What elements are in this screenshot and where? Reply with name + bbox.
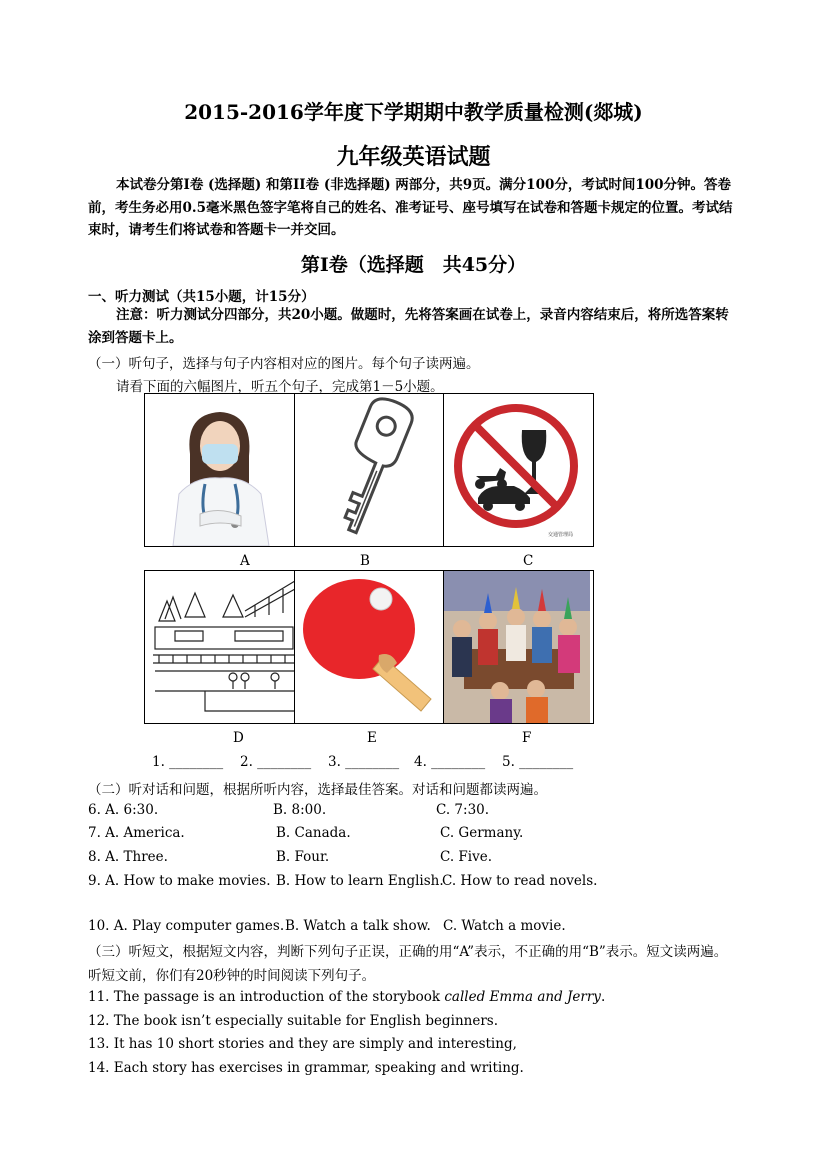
question-6-b: B. 8:00.: [273, 802, 327, 818]
section-title: 第Ⅰ卷（选择题 共45分）: [300, 254, 527, 276]
answer-blank-3[interactable]: 3. ________: [328, 754, 400, 770]
image-d-train: [145, 571, 295, 723]
sub1-instruction: 请看下面的六幅图片，听五个句子，完成第1－5小题。: [116, 379, 444, 395]
statement-14: 14. Each story has exercises in grammar, speaking and writing.: [88, 1060, 524, 1076]
image-row-1: [144, 393, 594, 547]
question-9-b: B. How to learn English.: [276, 873, 444, 889]
exam-subtitle: 九年级英语试题: [336, 144, 491, 170]
question-10-a: 10. A. Play computer games.: [88, 918, 285, 934]
exam-title: 2015-2016学年度下学期期中教学质量检测(郯城): [184, 100, 643, 124]
question-8-b: B. Four.: [276, 849, 330, 865]
image-e-pingpong: [295, 571, 445, 723]
image-label-b: B: [360, 553, 370, 569]
image-label-c: C: [523, 553, 534, 569]
intro-paragraph: 本试卷分第I卷 (选择题) 和第II卷 (非选择题) 两部分，共9页。满分100分，考试时间100分钟。答卷前，考生务必用0.5毫米黑色签字笔将自己的姓名、准考证号、座号填写在试卷和答题卡规定的位置。考试结束时，请考生们将试卷和答题卡一并交回。: [88, 177, 733, 238]
statement-13: 13. It has 10 short stories and they are simply and interesting,: [88, 1036, 517, 1052]
statement-12: 12. The book isn’t especially suitable for English beginners.: [88, 1013, 498, 1029]
question-8-a: 8. A. Three.: [88, 849, 168, 865]
image-label-a: A: [240, 553, 250, 569]
question-10-c: C. Watch a movie.: [443, 918, 566, 934]
question-10-b: B. Watch a talk show.: [285, 918, 431, 934]
part1-heading: 一、听力测试（共15小题，计15分）: [88, 289, 315, 305]
answer-blank-5[interactable]: 5. ________: [502, 754, 574, 770]
answer-blank-2[interactable]: 2. ________: [240, 754, 312, 770]
question-7-a: 7. A. America.: [88, 825, 185, 841]
sign-caption: 交通管理局: [548, 532, 574, 538]
image-label-e: E: [367, 730, 377, 746]
sub3-heading: （三）听短文，根据短文内容，判断下列句子正误，正确的用“A”表示，不正确的用“B”表示。短文读两遍。听短文前，你们有20秒钟的时间阅读下列句子。: [88, 944, 728, 984]
image-f-party: [444, 571, 593, 723]
answer-blank-4[interactable]: 4. ________: [414, 754, 486, 770]
sub1-heading: （一）听句子，选择与句子内容相对应的图片。每个句子读两遍。: [88, 356, 480, 372]
question-9-a: 9. A. How to make movies.: [88, 873, 271, 889]
note-paragraph: 注意：听力测试分四部分，共20小题。做题时，先将答案画在试卷上，录音内容结束后，将所选答案转涂到答题卡上。: [88, 307, 729, 346]
image-label-f: F: [522, 730, 532, 746]
image-row-2: [144, 570, 594, 724]
question-7-b: B. Canada.: [276, 825, 351, 841]
image-b-key: [295, 394, 445, 546]
question-9-c: C. How to read novels.: [442, 873, 598, 889]
image-label-d: D: [233, 730, 244, 746]
question-6-a: 6. A. 6:30.: [88, 802, 159, 818]
image-a-doctor: [145, 394, 295, 546]
question-7-c: C. Germany.: [440, 825, 524, 841]
question-8-c: C. Five.: [440, 849, 493, 865]
answer-blank-1[interactable]: 1. ________: [152, 754, 224, 770]
sub2-heading: （二）听对话和问题，根据所听内容，选择最佳答案。对话和问题都读两遍。: [88, 782, 547, 798]
statement-11: 11. The passage is an introduction of the storybook called Emma and Jerry.: [88, 989, 606, 1005]
image-c-no-drink-drive-sign: [444, 394, 593, 546]
question-6-c: C. 7:30.: [436, 802, 490, 818]
